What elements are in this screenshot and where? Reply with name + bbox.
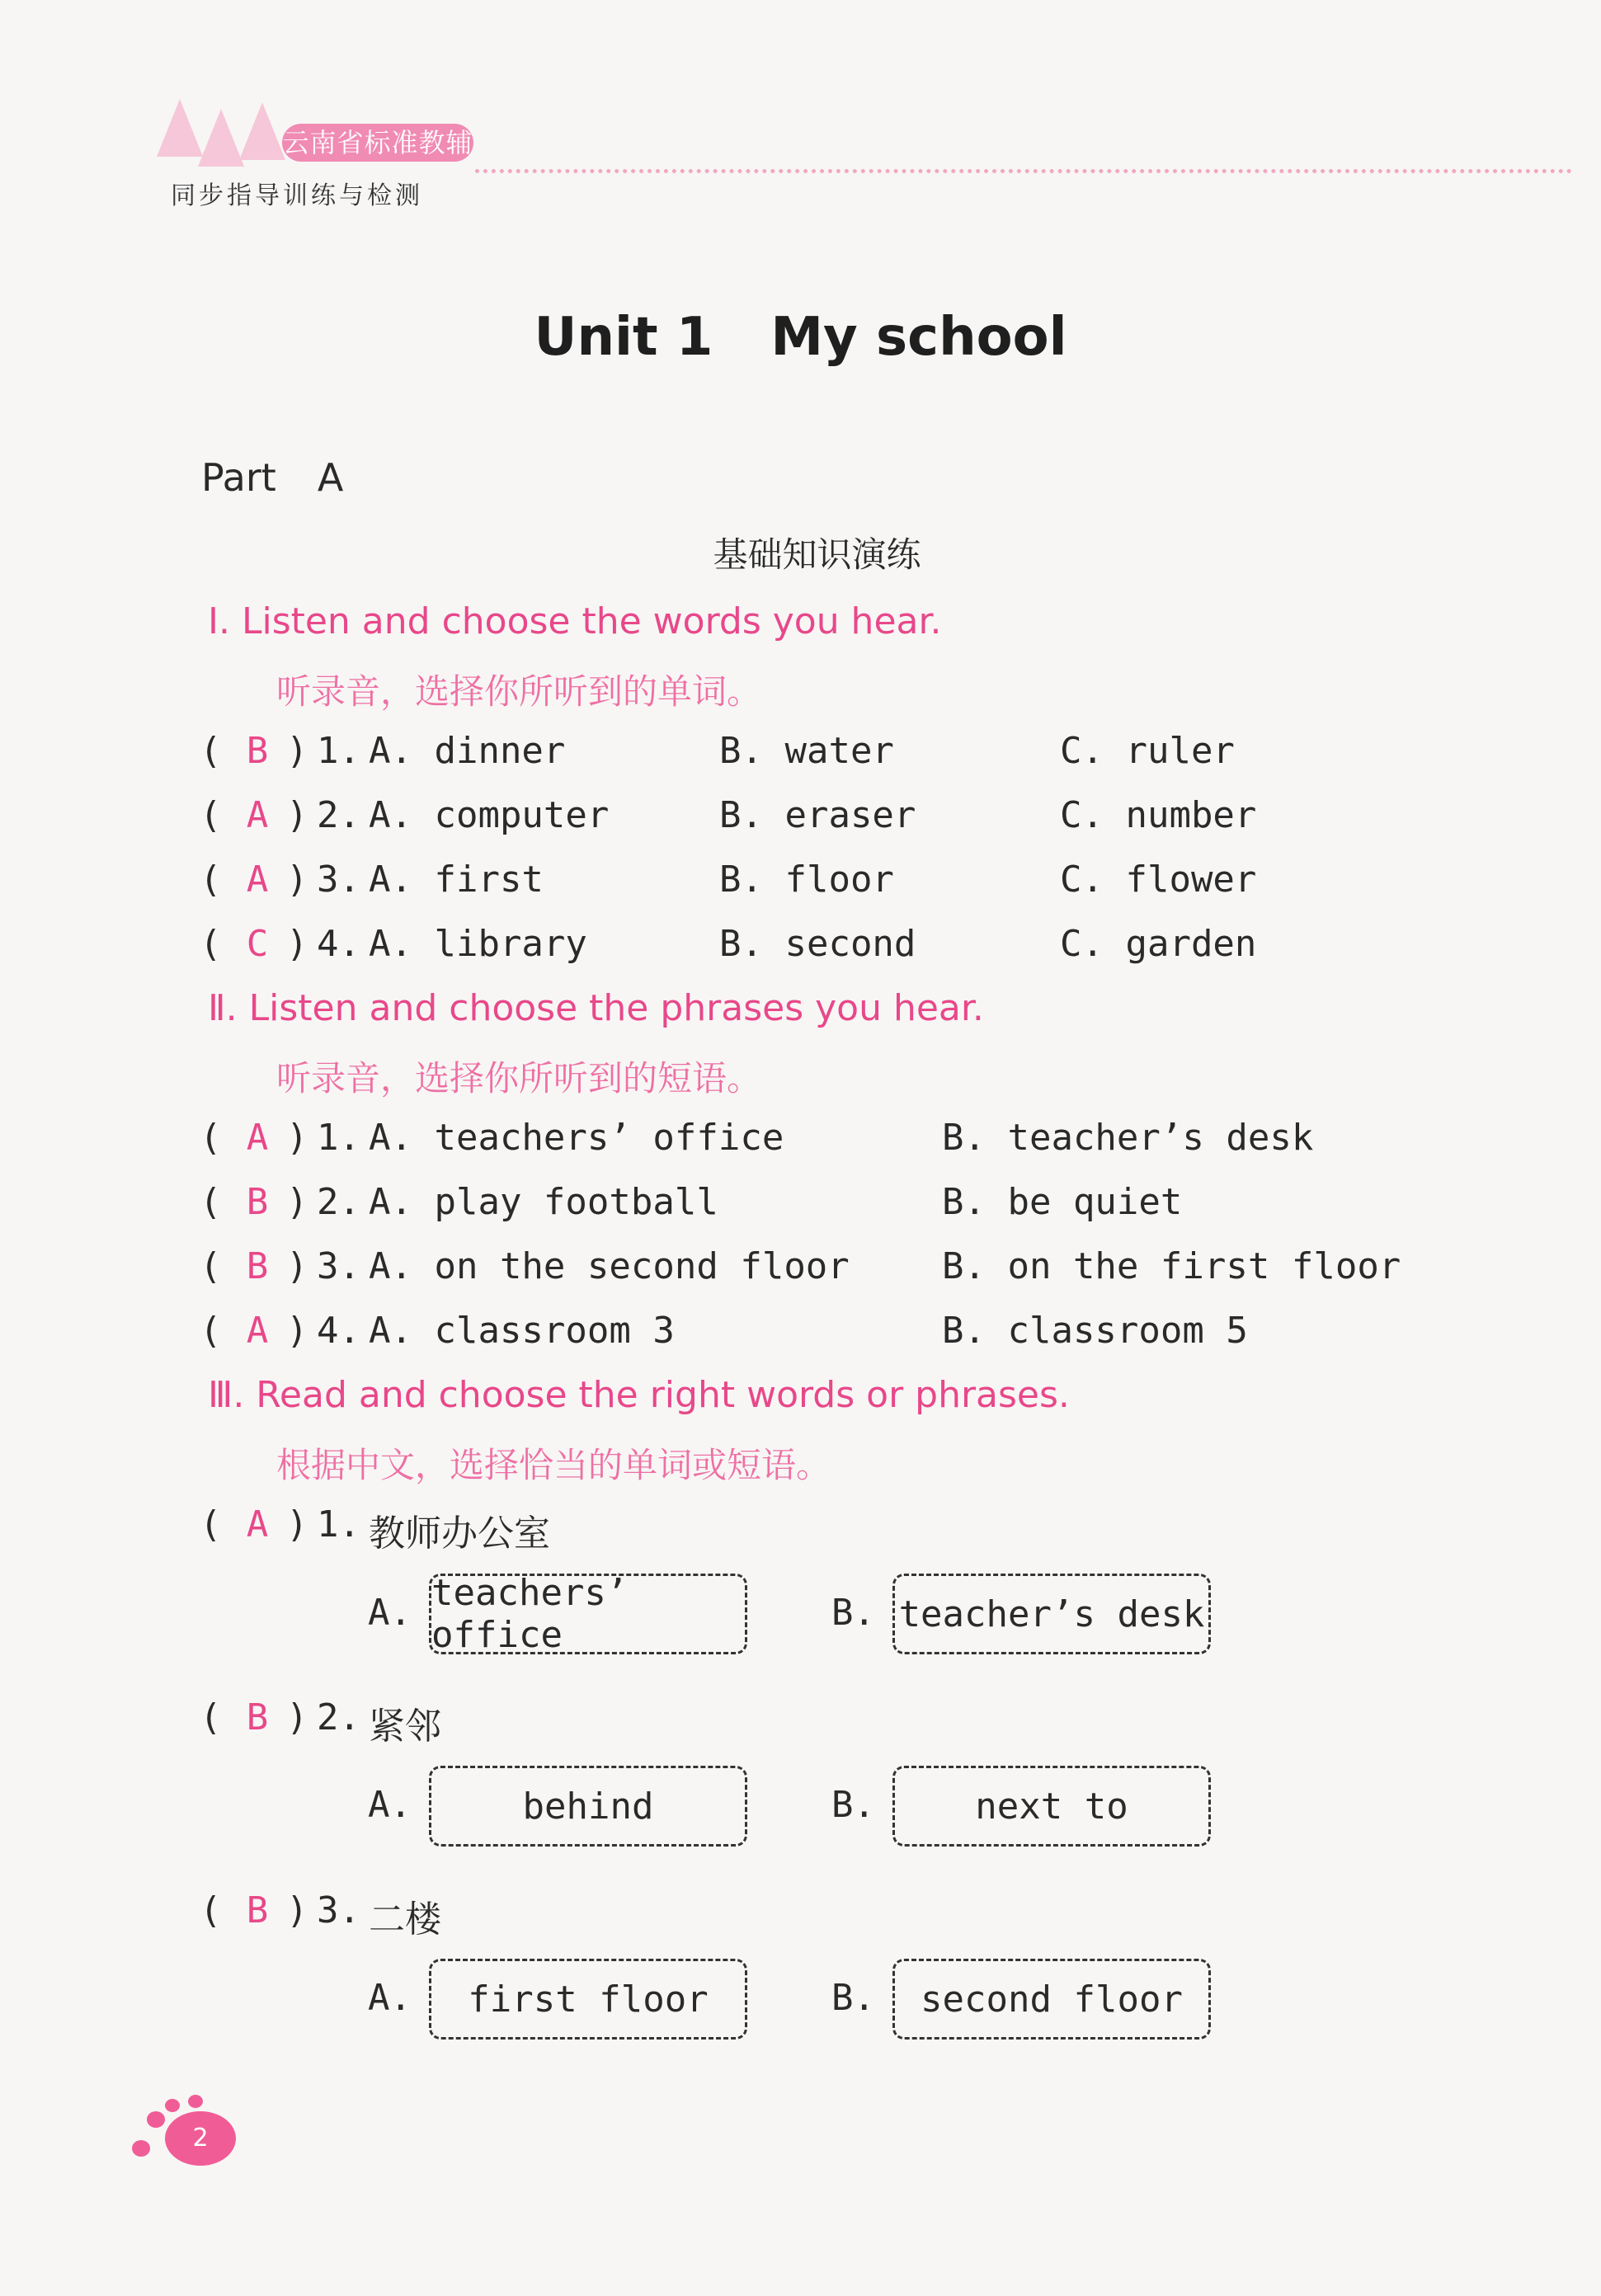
unit-name: My school xyxy=(770,307,1067,368)
option-a: A. play football xyxy=(369,1181,718,1223)
option-b: B. on the first floor xyxy=(942,1245,1401,1287)
answer: C xyxy=(246,923,269,965)
paw-dot-icon xyxy=(165,2099,180,2112)
option-c: C. garden xyxy=(1060,923,1257,965)
tree-decoration-icon xyxy=(157,99,203,157)
option-b-box: second floor xyxy=(892,1959,1211,2040)
option-b: B. be quiet xyxy=(942,1181,1183,1223)
instruction-1-cn: 听录音，选择你所听到的单词。 xyxy=(276,671,762,712)
option-b: B. water xyxy=(719,730,894,772)
answer: A xyxy=(246,1310,269,1352)
option-a: A. teachers’ office xyxy=(369,1117,784,1159)
answer: A xyxy=(246,794,269,836)
part-label: Part xyxy=(201,455,276,500)
option-a-box: first floor xyxy=(429,1959,747,2040)
unit-title xyxy=(0,307,1601,368)
option-c: C. flower xyxy=(1060,859,1257,901)
option-b: B. second xyxy=(719,923,916,965)
option-a: A. library xyxy=(369,923,587,965)
option-b-box: teacher’s desk xyxy=(892,1574,1211,1654)
answer: B xyxy=(246,1181,269,1223)
option-b-label: B. xyxy=(831,1784,875,1826)
instruction-2-cn: 听录音，选择你所听到的短语。 xyxy=(276,1058,762,1099)
instruction-3: Ⅲ. Read and choose the right words or phrases. xyxy=(208,1374,1070,1416)
answer: B xyxy=(246,1696,269,1738)
header-subtitle: 同步指导训练与检测 xyxy=(171,181,423,210)
answer: A xyxy=(246,859,269,901)
option-b-label: B. xyxy=(831,1977,875,2019)
option-b-label: B. xyxy=(831,1592,875,1634)
instruction-3-cn: 根据中文，选择恰当的单词或短语。 xyxy=(276,1445,831,1485)
section-title: 基础知识演练 xyxy=(713,534,921,575)
page-number: 2 xyxy=(165,2111,236,2166)
tree-decoration-icon xyxy=(239,102,285,160)
answer: B xyxy=(246,730,269,772)
answer: B xyxy=(246,1245,269,1287)
option-c: C. number xyxy=(1060,794,1257,836)
option-b: B. classroom 5 xyxy=(942,1310,1248,1352)
paw-dot-icon xyxy=(188,2095,203,2108)
option-c: C. ruler xyxy=(1060,730,1235,772)
instruction-1: Ⅰ. Listen and choose the words you hear. xyxy=(208,600,942,642)
option-b: B. eraser xyxy=(719,794,916,836)
paw-dot-icon xyxy=(132,2140,150,2157)
option-a-box: behind xyxy=(429,1766,747,1847)
option-b: B. floor xyxy=(719,859,894,901)
paw-dot-icon xyxy=(147,2111,165,2128)
part-heading xyxy=(201,455,343,500)
option-a: A. computer xyxy=(369,794,610,836)
option-b: B. teacher’s desk xyxy=(942,1117,1314,1159)
option-a-box: teachers’ office xyxy=(429,1574,747,1654)
answer: B xyxy=(246,1889,269,1931)
option-a: A. first xyxy=(369,859,544,901)
answer: A xyxy=(246,1117,269,1159)
option-a: A. on the second floor xyxy=(369,1245,850,1287)
option-a: A. dinner xyxy=(369,730,566,772)
tree-decoration-icon xyxy=(198,109,244,167)
part-letter: A xyxy=(317,455,344,500)
brand-badge: 云南省标准教辅 xyxy=(282,124,473,162)
chinese-prompt: 紧邻 xyxy=(369,1706,441,1748)
option-a: A. classroom 3 xyxy=(369,1310,675,1352)
unit-number: Unit 1 xyxy=(534,307,713,368)
option-b-box: next to xyxy=(892,1766,1211,1847)
chinese-prompt: 教师办公室 xyxy=(369,1513,550,1555)
chinese-prompt: 二楼 xyxy=(369,1898,441,1941)
option-a-label: A. xyxy=(368,1592,412,1634)
instruction-2: Ⅱ. Listen and choose the phrases you hear. xyxy=(208,987,984,1029)
option-a-label: A. xyxy=(368,1784,412,1826)
answer: A xyxy=(246,1503,269,1546)
header-dotted-line xyxy=(475,169,1572,173)
option-a-label: A. xyxy=(368,1977,412,2019)
